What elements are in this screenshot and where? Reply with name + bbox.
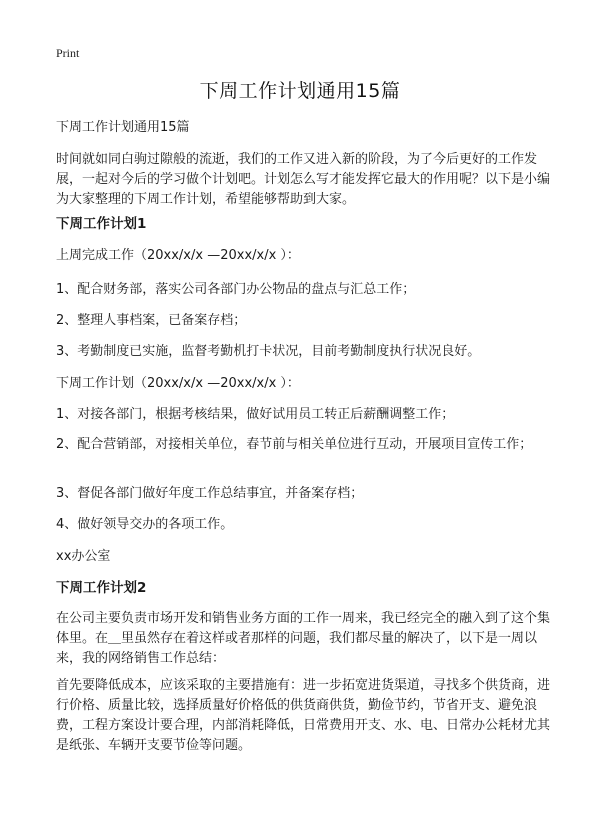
intro-subtitle: 下周工作计划通用15篇 [56, 120, 190, 135]
last-week-item: 1、配合财务部，落实公司各部门办公物品的盘点与汇总工作； [56, 282, 416, 297]
next-week-item: 3、督促各部门做好年度工作总结事宜，并备案存档； [56, 486, 364, 501]
last-week-item: 2、整理人事档案，已备案存档； [56, 313, 247, 328]
signature: xx办公室 [56, 549, 111, 564]
print-label: Print [56, 46, 80, 60]
page-title: 下周工作计划通用15篇 [199, 80, 401, 102]
next-week-item: 2、配合营销部，对接相关单位，春节前与相关单位进行互动，开展项目宣传工作； [56, 437, 533, 452]
next-week-heading: 下周工作计划（20xx/x/x —20xx/x/x ）： [56, 376, 300, 391]
intro-paragraph: 时间就如同白驹过隙般的流逝，我们的工作又进入新的阶段，为了今后更好的工作发展，一起对今后的学习做个计划吧。计划怎么写才能发挥它最大的作用呢？以下是小编为大家整理的下周工作计划，希望能够帮助到大家。 [56, 152, 551, 207]
next-week-item: 1、对接各部门，根据考核结果，做好试用员工转正后薪酬调整工作； [56, 407, 455, 422]
section2-paragraph: 在公司主要负责市场开发和销售业务方面的工作一周来，我已经完全的融入到了这个集体里。在＿里虽然存在着这样或者那样的问题，我们都尽量的解决了，以下是一周以来，我的网络销售工作总结： [56, 611, 551, 666]
next-week-item: 4、做好领导交办的各项工作。 [56, 517, 234, 532]
section2-paragraph: 首先要降低成本，应该采取的主要措施有：进一步拓宽进货渠道，寻找多个供货商，进行价格、质量比较，选择质量好价格低的供货商供货，勤俭节约，节省开支、避免浪费，工程方案设计要合理，内部消耗降低，日常费用开支、水、电、日常办公耗材尤其是纸张、车辆开支要节俭等问题。 [56, 678, 551, 753]
last-week-item: 3、考勤制度已实施，监督考勤机打卡状况，目前考勤制度执行状况良好。 [56, 344, 481, 359]
section1-heading: 下周工作计划1 [56, 216, 147, 232]
section2-heading: 下周工作计划2 [56, 580, 147, 596]
last-week-heading: 上周完成工作（20xx/x/x —20xx/x/x ）： [56, 248, 300, 263]
